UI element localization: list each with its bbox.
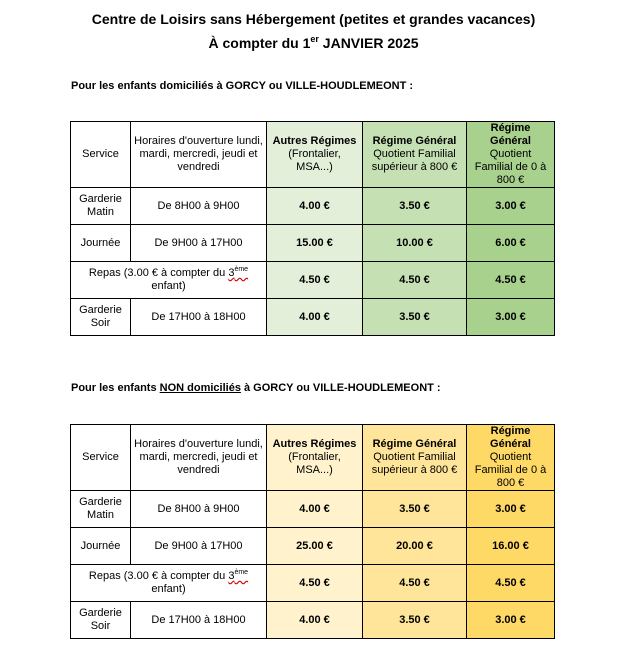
header-autres-regimes: Autres Régimes (Frontalier, MSA...) <box>267 425 363 491</box>
horaires-cell: De 8H00 à 9H00 <box>131 188 267 225</box>
service-cell: Garderie Matin <box>71 491 131 528</box>
price-cell: 4.50 € <box>267 565 363 602</box>
service-cell: Garderie Matin <box>71 188 131 225</box>
table2-heading: Pour les enfants NON domiciliés à GORCY ou VILLE-HOUDLEMEONT : <box>71 382 441 394</box>
price-cell: 25.00 € <box>267 528 363 565</box>
header-regime-general-0-800: Régime Général Quotient Familial de 0 à 800 € <box>467 122 555 188</box>
tariff-table-non-residents <box>70 424 555 639</box>
header-service: Service <box>71 122 131 188</box>
price-cell: 3.00 € <box>467 188 555 225</box>
price-cell: 10.00 € <box>363 225 467 262</box>
document-title: Centre de Loisirs sans Hébergement (petites et grandes vacances) <box>91 11 536 27</box>
horaires-cell: De 9H00 à 17H00 <box>131 225 267 262</box>
repas-cell: Repas (3.00 € à compter du 3ème enfant) <box>71 565 267 602</box>
horaires-cell: De 17H00 à 18H00 <box>131 299 267 336</box>
header-horaires: Horaires d'ouverture lundi, mardi, mercredi, jeudi et vendredi <box>131 122 267 188</box>
table-row <box>71 565 555 602</box>
price-cell: 15.00 € <box>267 225 363 262</box>
header-regime-general-0-800: Régime Général Quotient Familial de 0 à 800 € <box>467 425 555 491</box>
table-row <box>71 225 555 262</box>
table-row <box>71 188 555 225</box>
repas-cell: Repas (3.00 € à compter du 3ème enfant) <box>71 262 267 299</box>
price-cell: 4.00 € <box>267 602 363 639</box>
table-row <box>71 262 555 299</box>
price-cell: 3.00 € <box>467 299 555 336</box>
header-regime-general-plus-800: Régime Général Quotient Familial supérieur à 800 € <box>363 425 467 491</box>
table-row <box>71 528 555 565</box>
header-service: Service <box>71 425 131 491</box>
service-cell: Garderie Soir <box>71 299 131 336</box>
price-cell: 3.50 € <box>363 602 467 639</box>
price-cell: 20.00 € <box>363 528 467 565</box>
price-cell: 3.50 € <box>363 491 467 528</box>
table-header-row <box>71 122 555 188</box>
price-cell: 4.00 € <box>267 188 363 225</box>
table-row <box>71 299 555 336</box>
price-cell: 3.50 € <box>363 299 467 336</box>
price-cell: 6.00 € <box>467 225 555 262</box>
price-cell: 3.00 € <box>467 602 555 639</box>
table-row <box>71 491 555 528</box>
price-cell: 4.50 € <box>267 262 363 299</box>
header-horaires: Horaires d'ouverture lundi, mardi, mercredi, jeudi et vendredi <box>131 425 267 491</box>
tariff-table-residents <box>70 121 555 336</box>
price-cell: 3.50 € <box>363 188 467 225</box>
effective-date: À compter du 1er JANVIER 2025 <box>208 34 419 51</box>
price-cell: 16.00 € <box>467 528 555 565</box>
price-cell: 4.50 € <box>467 262 555 299</box>
price-cell: 4.50 € <box>467 565 555 602</box>
price-cell: 4.00 € <box>267 491 363 528</box>
service-cell: Journée <box>71 225 131 262</box>
table1-heading: Pour les enfants domiciliés à GORCY ou VILLE-HOUDLEMEONT : <box>71 80 414 92</box>
header-autres-regimes: Autres Régimes (Frontalier, MSA...) <box>267 122 363 188</box>
service-cell: Garderie Soir <box>71 602 131 639</box>
price-cell: 4.50 € <box>363 565 467 602</box>
price-cell: 4.00 € <box>267 299 363 336</box>
horaires-cell: De 8H00 à 9H00 <box>131 491 267 528</box>
service-cell: Journée <box>71 528 131 565</box>
table-row <box>71 602 555 639</box>
price-cell: 4.50 € <box>363 262 467 299</box>
price-cell: 3.00 € <box>467 491 555 528</box>
header-regime-general-plus-800: Régime Général Quotient Familial supérieur à 800 € <box>363 122 467 188</box>
horaires-cell: De 9H00 à 17H00 <box>131 528 267 565</box>
table-header-row <box>71 425 555 491</box>
horaires-cell: De 17H00 à 18H00 <box>131 602 267 639</box>
